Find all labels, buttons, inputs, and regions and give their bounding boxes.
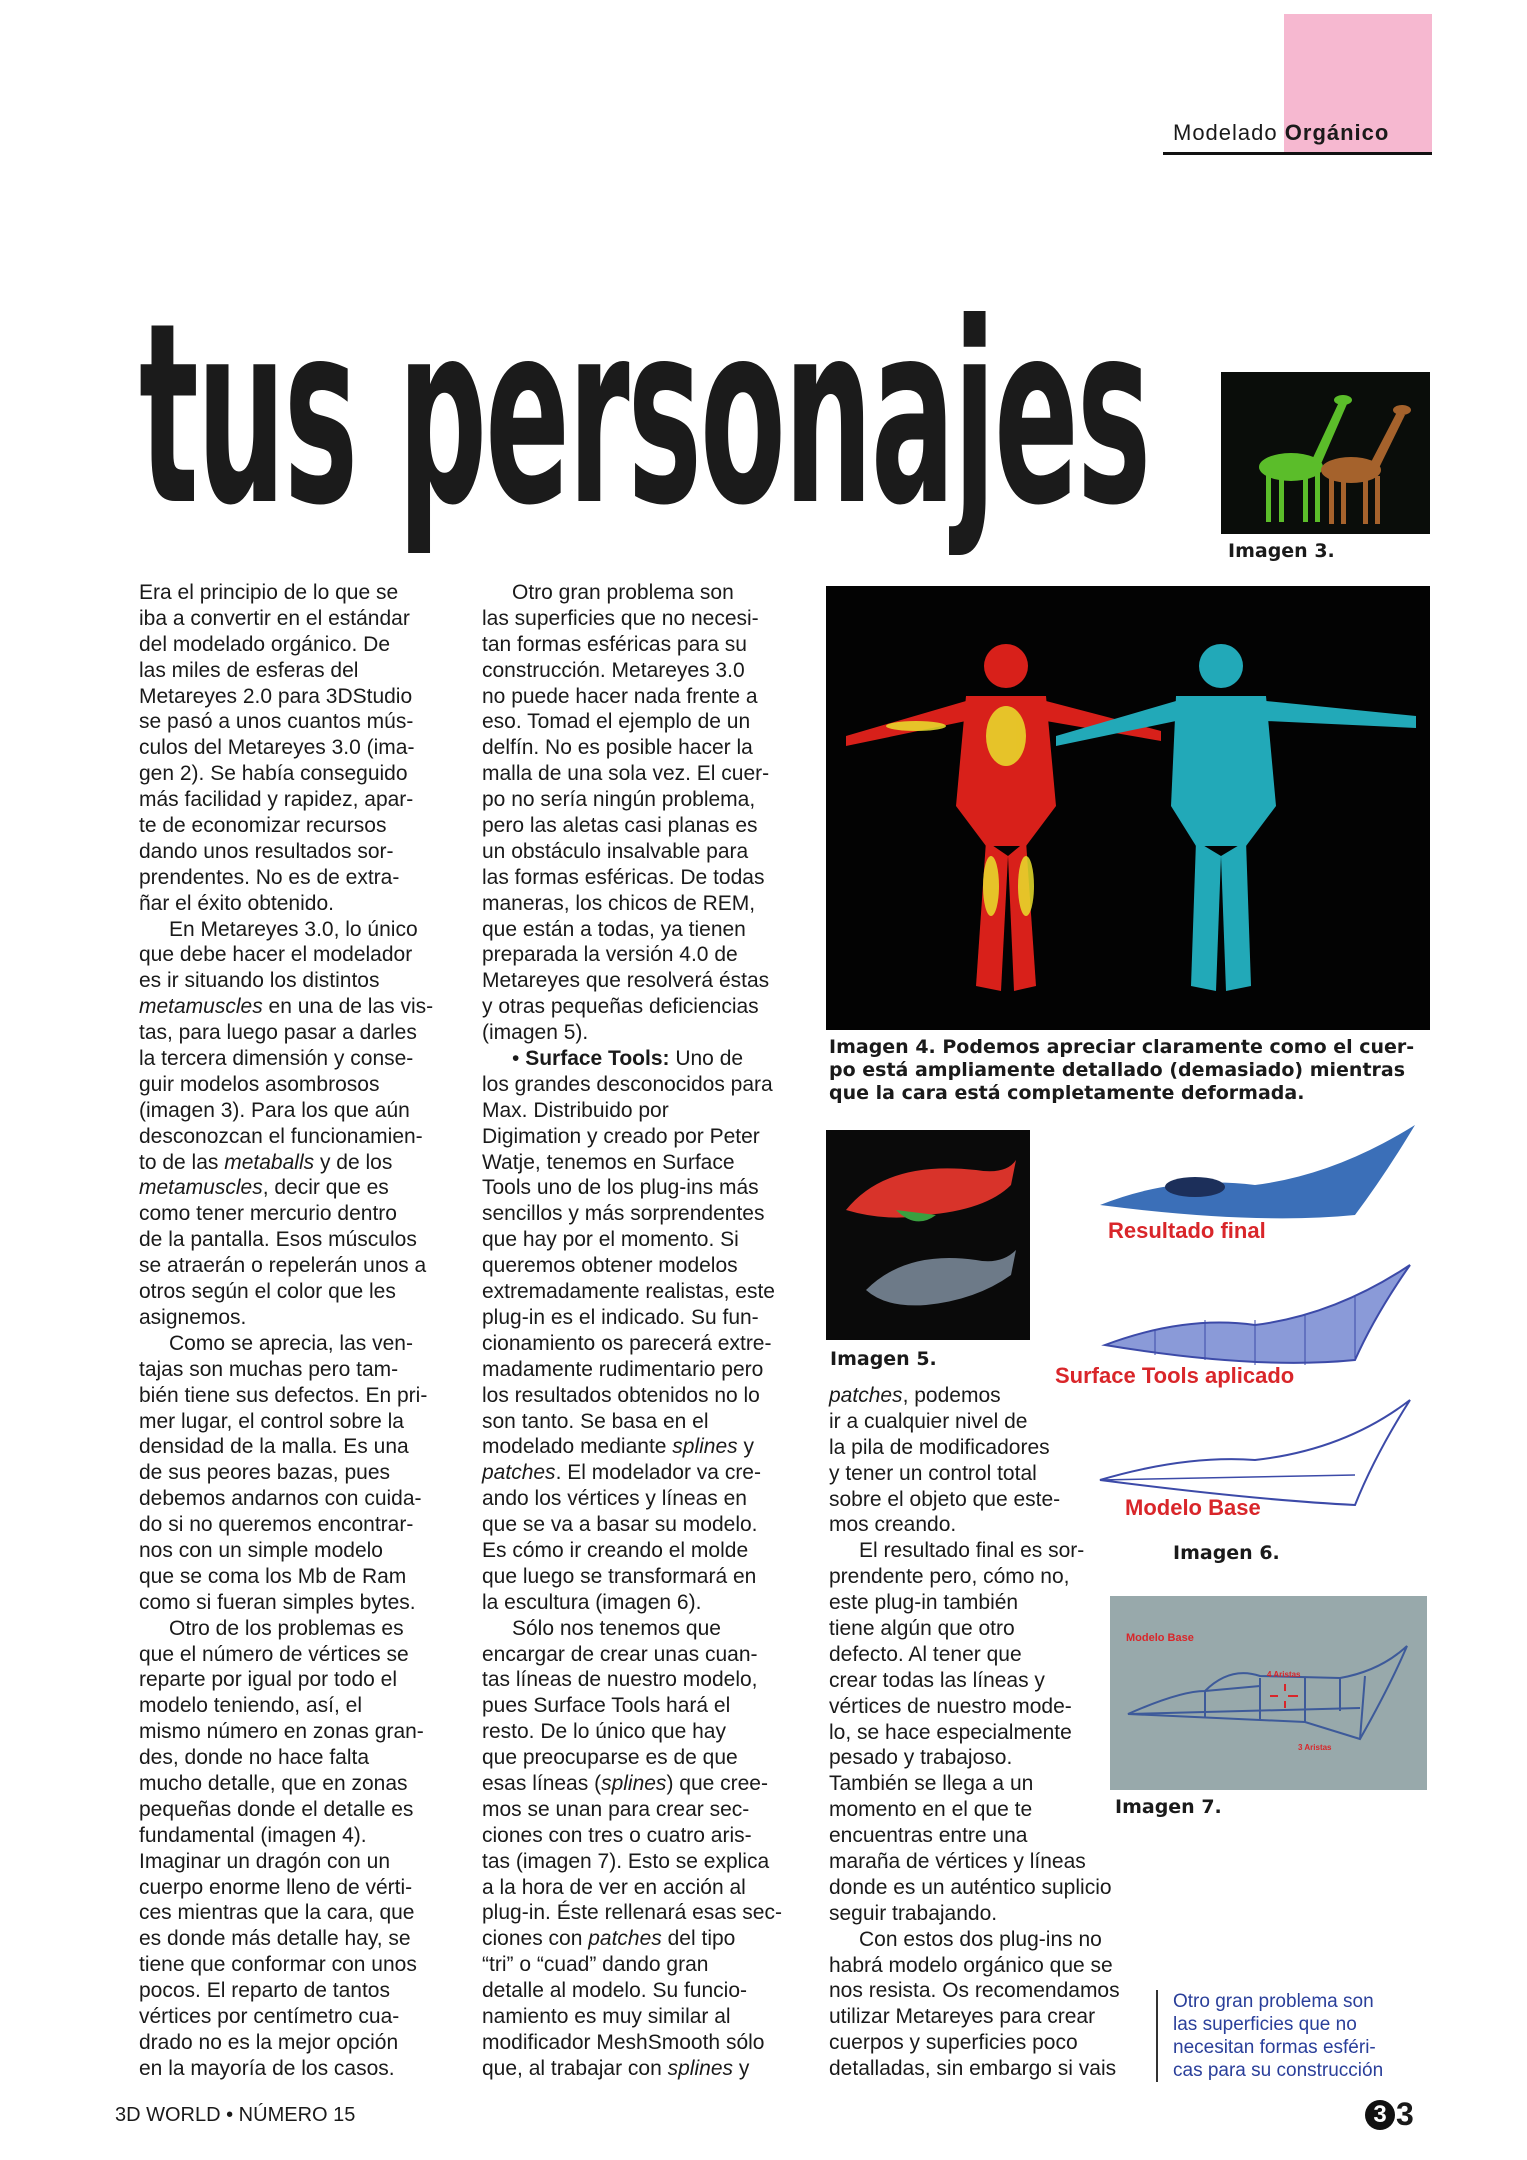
text-line: malla de una sola vez. El cuer- — [482, 762, 770, 786]
text-line: los grandes desconocidos para — [482, 1072, 773, 1096]
text-line: y otras pequeñas deficiencias — [482, 995, 759, 1019]
text-line: bién tiene sus defectos. En pri- — [139, 1383, 428, 1407]
text-line: plug-in. Éste rellenará esas sec- — [482, 1901, 782, 1925]
text-line: donde es un auténtico suplicio — [829, 1875, 1112, 1899]
text-line: son tanto. Se basa en el — [482, 1409, 709, 1433]
text-line: mer lugar, el control sobre la — [139, 1409, 404, 1433]
text-line: pequeñas donde el detalle es — [139, 1797, 414, 1821]
article-title: tus personajes — [139, 269, 1150, 560]
text-line: te de economizar recursos — [139, 814, 387, 838]
text-line: cuerpos y superficies poco — [829, 2031, 1078, 2055]
text-line: do si no queremos encontrar- — [139, 1513, 414, 1537]
text-line: tan formas esféricas para su — [482, 632, 747, 656]
text-line: debemos andarnos con cuida- — [139, 1487, 422, 1511]
image-label: 4 Aristas — [1267, 1670, 1301, 1679]
text-line: de la pantalla. Esos músculos — [139, 1228, 417, 1252]
text-line: gen 2). Se había conseguido — [139, 762, 408, 786]
section-header — [1173, 120, 1389, 146]
text-line: metamuscles en una de las vis- — [139, 995, 434, 1019]
text-line: prendente pero, cómo no, — [829, 1565, 1070, 1589]
figure-caption: Imagen 3. — [1228, 540, 1335, 562]
text-line: que luego se transformará en — [482, 1564, 757, 1588]
text-line: extremadamente realistas, este — [482, 1280, 775, 1304]
publication-footer: 3D WORLD • NÚMERO 15 — [115, 2104, 356, 2126]
text-line: las formas esféricas. De todas — [482, 865, 765, 889]
text-line: dando unos resultados sor- — [139, 839, 394, 863]
text-line: Max. Distribuido por — [482, 1098, 669, 1122]
text-line: ando los vértices y líneas en — [482, 1487, 747, 1511]
pull-quote-line: las superficies que no — [1173, 2014, 1357, 2035]
figure-muscle-models-image — [826, 586, 1430, 1030]
text-line: modelo teniendo, así, el — [139, 1694, 362, 1718]
text-line: ir a cualquier nivel de — [829, 1409, 1028, 1433]
text-line: tas líneas de nuestro modelo, — [482, 1668, 758, 1692]
text-line: que debe hacer el modelador — [139, 943, 413, 967]
figure-giraffes-image — [1221, 372, 1430, 534]
text-line: vértices por centímetro cua- — [139, 2004, 400, 2028]
text-line: las miles de esferas del — [139, 658, 359, 682]
text-line: un obstáculo insalvable para — [482, 839, 749, 863]
text-line: namiento es muy similar al — [482, 2004, 731, 2028]
text-line: nos resista. Os recomendamos — [829, 1979, 1120, 2003]
text-line: utilizar Metareyes para crear — [829, 2005, 1096, 2029]
figure-caption: Imagen 7. — [1115, 1796, 1222, 1818]
text-line: mucho detalle, que en zonas — [139, 1771, 408, 1795]
pull-quote — [1173, 1990, 1383, 2082]
figure-caption: Imagen 6. — [1173, 1542, 1280, 1564]
text-line: patches. El modelador va cre- — [482, 1461, 761, 1485]
text-line: También se llega a un — [829, 1772, 1034, 1796]
text-line: detalle al modelo. Su funcio- — [482, 1979, 747, 2003]
text-line: maneras, los chicos de REM, — [482, 891, 756, 915]
text-line: delfín. No es posible hacer la — [482, 736, 753, 760]
text-line: encuentras entre una — [829, 1824, 1028, 1848]
text-line: de sus peores bazas, pues — [139, 1461, 390, 1485]
pull-quote-line: necesitan formas esféri- — [1173, 2037, 1376, 2058]
text-line: las superficies que no necesi- — [482, 606, 759, 630]
text-line: modelado mediante splines y — [482, 1435, 755, 1459]
text-line: la tercera dimensión y conse- — [139, 1047, 414, 1071]
text-line: Es cómo ir creando el molde — [482, 1538, 749, 1562]
text-line: culos del Metareyes 3.0 (ima- — [139, 736, 415, 760]
text-line: • Surface Tools: Uno de — [512, 1047, 744, 1071]
text-line: Digimation y creado por Peter — [482, 1124, 760, 1148]
text-line: Imaginar un dragón con un — [139, 1849, 391, 1873]
text-line: encargar de crear unas cuan- — [482, 1642, 758, 1666]
text-line: metamuscles, decir que es — [139, 1176, 389, 1200]
text-line: como si fueran simples bytes. — [139, 1590, 416, 1614]
image-label: Modelo Base — [1126, 1632, 1194, 1644]
figure-dolphins-image — [826, 1130, 1030, 1340]
text-line: Watje, tenemos en Surface — [482, 1150, 735, 1174]
text-line: reparte por igual por todo el — [139, 1668, 397, 1692]
text-line: prendentes. No es de extra- — [139, 865, 400, 889]
body-column-3 — [829, 1383, 1120, 2082]
text-line: sobre el objeto que este- — [829, 1487, 1061, 1511]
text-line: modificador MeshSmooth sólo — [482, 2030, 765, 2054]
section-label: Modelado — [1173, 120, 1278, 145]
text-line: es ir situando los distintos — [139, 969, 380, 993]
text-line: to de las metaballs y de los — [139, 1150, 393, 1174]
pull-quote-rule — [1156, 1990, 1158, 2082]
text-line: tiene algún que otro — [829, 1617, 1015, 1641]
text-line: momento en el que te — [829, 1798, 1033, 1822]
text-line: sencillos y más sorprendentes — [482, 1202, 765, 1226]
text-line: Metareyes 2.0 para 3DStudio — [139, 684, 413, 708]
text-line: eso. Tomad el ejemplo de un — [482, 710, 751, 734]
text-line: no puede hacer nada frente a — [482, 684, 758, 708]
text-line: tajas son muchas pero tam- — [139, 1357, 399, 1381]
text-line: drado no es la mejor opción — [139, 2030, 399, 2054]
text-line: los resultados obtenidos no lo — [482, 1383, 760, 1407]
text-line: Tools uno de los plug-ins más — [482, 1176, 759, 1200]
pull-quote-line: cas para su construcción — [1173, 2060, 1384, 2081]
text-line: mos creando. — [829, 1513, 957, 1537]
text-line: este plug-in también — [829, 1591, 1019, 1615]
text-line: como tener mercurio dentro — [139, 1202, 397, 1226]
text-line: desconozcan el funcionamien- — [139, 1124, 423, 1148]
text-line: defecto. Al tener que — [829, 1642, 1022, 1666]
text-line: más facilidad y rapidez, apar- — [139, 788, 414, 812]
pull-quote-line: Otro gran problema son — [1173, 1991, 1374, 2012]
text-line: la escultura (imagen 6). — [482, 1590, 702, 1614]
text-line: del modelado orgánico. De — [139, 632, 390, 656]
text-line: esas líneas (splines) que cree- — [482, 1771, 768, 1795]
text-line: y tener un control total — [829, 1461, 1037, 1485]
text-line: madamente rudimentario pero — [482, 1357, 764, 1381]
text-line: Otro gran problema son — [512, 581, 734, 604]
text-line: Con estos dos plug-ins no — [859, 1927, 1102, 1951]
text-line: patches, podemos — [829, 1384, 1001, 1407]
text-line: maraña de vértices y líneas — [829, 1850, 1086, 1874]
text-line: pesado y trabajoso. — [829, 1746, 1013, 1770]
text-line: vértices de nuestro mode- — [829, 1694, 1072, 1718]
text-line: densidad de la malla. Es una — [139, 1435, 409, 1459]
caption-line: Imagen 4. Podemos apreciar claramente como el cuer- — [829, 1036, 1415, 1058]
image-label: 3 Aristas — [1298, 1743, 1332, 1752]
text-line: que se va a basar su modelo. — [482, 1513, 758, 1537]
page-number — [1365, 2096, 1414, 2133]
text-line: queremos obtener modelos — [482, 1254, 738, 1278]
body-column-2 — [482, 580, 782, 2082]
text-line: seguir trabajando. — [829, 1901, 998, 1925]
text-line: Sólo nos tenemos que — [512, 1616, 721, 1640]
text-line: ces mientras que la cara, que — [139, 1901, 415, 1925]
text-line: En Metareyes 3.0, lo único — [169, 917, 418, 941]
text-line: des, donde no hace falta — [139, 1746, 370, 1770]
text-line: Como se aprecia, las ven- — [169, 1331, 413, 1355]
text-line: lo, se hace especialmente — [829, 1720, 1072, 1744]
text-line: po no sería ningún problema, — [482, 788, 756, 812]
text-line: detalladas, sin embargo si vais — [829, 2057, 1117, 2081]
text-line: Otro de los problemas es — [169, 1616, 404, 1640]
figure-caption-image-4 — [829, 1036, 1414, 1105]
text-line: mismo número en zonas gran- — [139, 1720, 424, 1744]
text-line: cionamiento os parecerá extre- — [482, 1331, 772, 1355]
body-column-1 — [139, 580, 433, 2082]
text-line: tas, para luego pasar a darles — [139, 1021, 417, 1045]
text-line: “tri” o “cuad” dando gran — [482, 1953, 709, 1977]
text-line: es donde más detalle hay, se — [139, 1927, 411, 1951]
text-line: a la hora de ver en acción al — [482, 1875, 746, 1899]
text-line: El resultado final es sor- — [859, 1539, 1085, 1563]
header-rule — [1163, 152, 1432, 155]
text-line: se pasó a unos cuantos mús- — [139, 710, 414, 734]
page-number-circle: 3 — [1365, 2100, 1395, 2130]
text-line: Metareyes que resolverá éstas — [482, 969, 770, 993]
text-line: que hay por el momento. Si — [482, 1228, 739, 1252]
text-line: resto. De lo único que hay — [482, 1720, 726, 1744]
image-label: Surface Tools aplicado — [1055, 1363, 1295, 1388]
image-label: Modelo Base — [1125, 1495, 1261, 1520]
text-line: asignemos. — [139, 1305, 247, 1329]
text-line: tas (imagen 7). Esto se explica — [482, 1849, 770, 1873]
text-line: pues Surface Tools hará el — [482, 1694, 731, 1718]
text-line: plug-in es el indicado. Su fun- — [482, 1305, 759, 1329]
text-line: ñar el éxito obtenido. — [139, 891, 334, 915]
text-line: tiene que conformar con unos — [139, 1953, 417, 1977]
text-line: que se coma los Mb de Ram — [139, 1564, 407, 1588]
figure-caption: Imagen 5. — [830, 1348, 937, 1370]
text-line: habrá modelo orgánico que se — [829, 1953, 1113, 1977]
text-line: ciones con patches del tipo — [482, 1927, 736, 1951]
text-line: crear todas las líneas y — [829, 1668, 1045, 1692]
text-line: la pila de modificadores — [829, 1435, 1050, 1459]
text-line: nos con un simple modelo — [139, 1538, 383, 1562]
text-line: que están a todas, ya tienen — [482, 917, 746, 941]
text-line: en la mayoría de los casos. — [139, 2056, 395, 2080]
text-line: que el número de vértices se — [139, 1642, 409, 1666]
text-line: pero las aletas casi planas es — [482, 814, 758, 838]
text-line: iba a convertir en el estándar — [139, 606, 410, 630]
text-line: guir modelos asombrosos — [139, 1072, 380, 1096]
text-line: (imagen 5). — [482, 1021, 589, 1045]
text-line: pocos. El reparto de tantos — [139, 1979, 390, 2003]
text-line: construcción. Metareyes 3.0 — [482, 658, 745, 682]
text-line: mos se unan para crear sec- — [482, 1797, 750, 1821]
caption-line: po está ampliamente detallado (demasiado) mientras — [829, 1059, 1406, 1081]
text-line: ciones con tres o cuatro aris- — [482, 1823, 752, 1847]
image-label: Resultado final — [1108, 1218, 1266, 1243]
text-line: que preocuparse es de que — [482, 1746, 738, 1770]
text-line: cuerpo enorme lleno de vérti- — [139, 1875, 413, 1899]
text-line: Era el principio de lo que se — [139, 581, 399, 604]
text-line: preparada la versión 4.0 de — [482, 943, 738, 967]
text-line: que, al trabajar con splines y — [482, 2056, 750, 2080]
text-line: se atraerán o repelerán unos a — [139, 1254, 427, 1278]
text-line: otros según el color que les — [139, 1280, 396, 1304]
text-line: fundamental (imagen 4). — [139, 1823, 367, 1847]
text-line: (imagen 3). Para los que aún — [139, 1098, 410, 1122]
figure-wireframe-image — [1110, 1596, 1427, 1790]
section-label-bold: Orgánico — [1284, 120, 1390, 145]
page-number-digit: 3 — [1396, 2096, 1414, 2132]
caption-line: que la cara está completamente deformada. — [829, 1082, 1305, 1104]
